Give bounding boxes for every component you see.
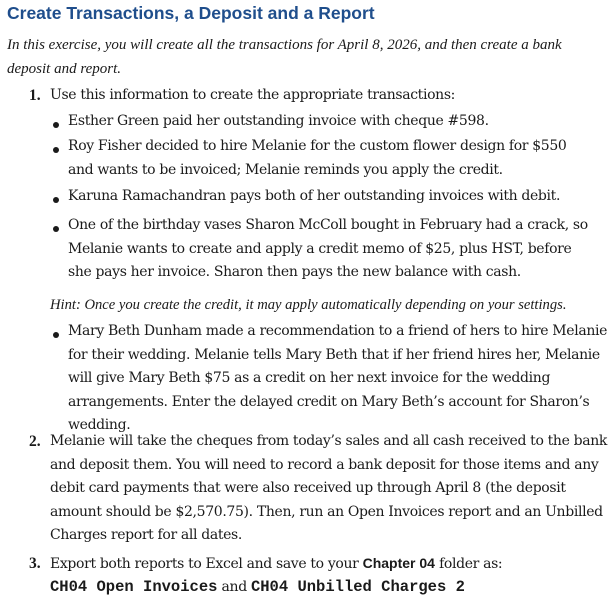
step-1-bullet-2: Roy Fisher decided to hire Melanie for the custom flower design for $550 and wants to be invoiced; Melanie reminds you apply the credit. bbox=[68, 138, 567, 178]
bullet-dot bbox=[53, 197, 59, 203]
step-3-text-after: folder as: bbox=[434, 556, 503, 572]
hint-note: Hint: Once you create the credit, it may apply automatically depending on your settings. bbox=[50, 297, 567, 313]
step-1-bullet-4: One of the birthday vases Sharon McColl bought in February had a crack, so Melanie wants to create and apply a credit memo of $25, plus HST, before she pays her invoice. Sharon then pays the new balance with cash. bbox=[68, 217, 588, 280]
bullet-dot bbox=[53, 332, 59, 338]
bullet-dot bbox=[53, 122, 59, 128]
page-title: Create Transactions, a Deposit and a Report bbox=[7, 3, 375, 23]
step-1-bullet-3: Karuna Ramachandran pays both of her outstanding invoices with debit. bbox=[68, 188, 561, 204]
chapter-folder-name: Chapter 04 bbox=[362, 555, 435, 571]
intro-paragraph: In this exercise, you will create all the transactions for April 8, 2026, and then create a bank deposit and report. bbox=[7, 37, 562, 77]
step-3-text bbox=[50, 552, 610, 577]
bullet-dot bbox=[53, 147, 59, 153]
step-1-number: 1. bbox=[29, 87, 41, 104]
file-name-unbilled-charges: CH04 Unbilled Charges 2 bbox=[250, 578, 465, 596]
step-3-text-before: Export both reports to Excel and save to your bbox=[50, 556, 363, 572]
file-name-open-invoices: CH04 Open Invoices bbox=[50, 578, 218, 596]
bullet-dot bbox=[53, 226, 59, 232]
step-1-bullet-5: Mary Beth Dunham made a recommendation to a friend of hers to hire Melanie for their wedding. Melanie tells Mary Beth that if her friend hires her, Melanie will give Mary Beth $75 as a credit on her next invoice for the wedding arrangements. Enter the delayed credit on Mary Beth’s account for Sharon’s wedding. bbox=[68, 323, 608, 433]
step-3-filenames bbox=[50, 576, 610, 600]
step-1-bullet-1: Esther Green paid her outstanding invoice with cheque #598. bbox=[68, 113, 489, 129]
step-2-text: Melanie will take the cheques from today’s sales and all cash received to the bank and deposit them. You will need to record a bank deposit for those items and any debit card payments that were also received up through April 8 (the deposit amount should be $2,570.75). Then, run an Open Invoices report and an Unbilled Charges report for all dates. bbox=[50, 433, 608, 543]
step-1-text: Use this information to create the appropriate transactions: bbox=[50, 87, 456, 103]
step-2-number: 2. bbox=[29, 433, 41, 450]
step-3-number: 3. bbox=[29, 555, 41, 572]
filename-joiner: and bbox=[221, 579, 247, 595]
